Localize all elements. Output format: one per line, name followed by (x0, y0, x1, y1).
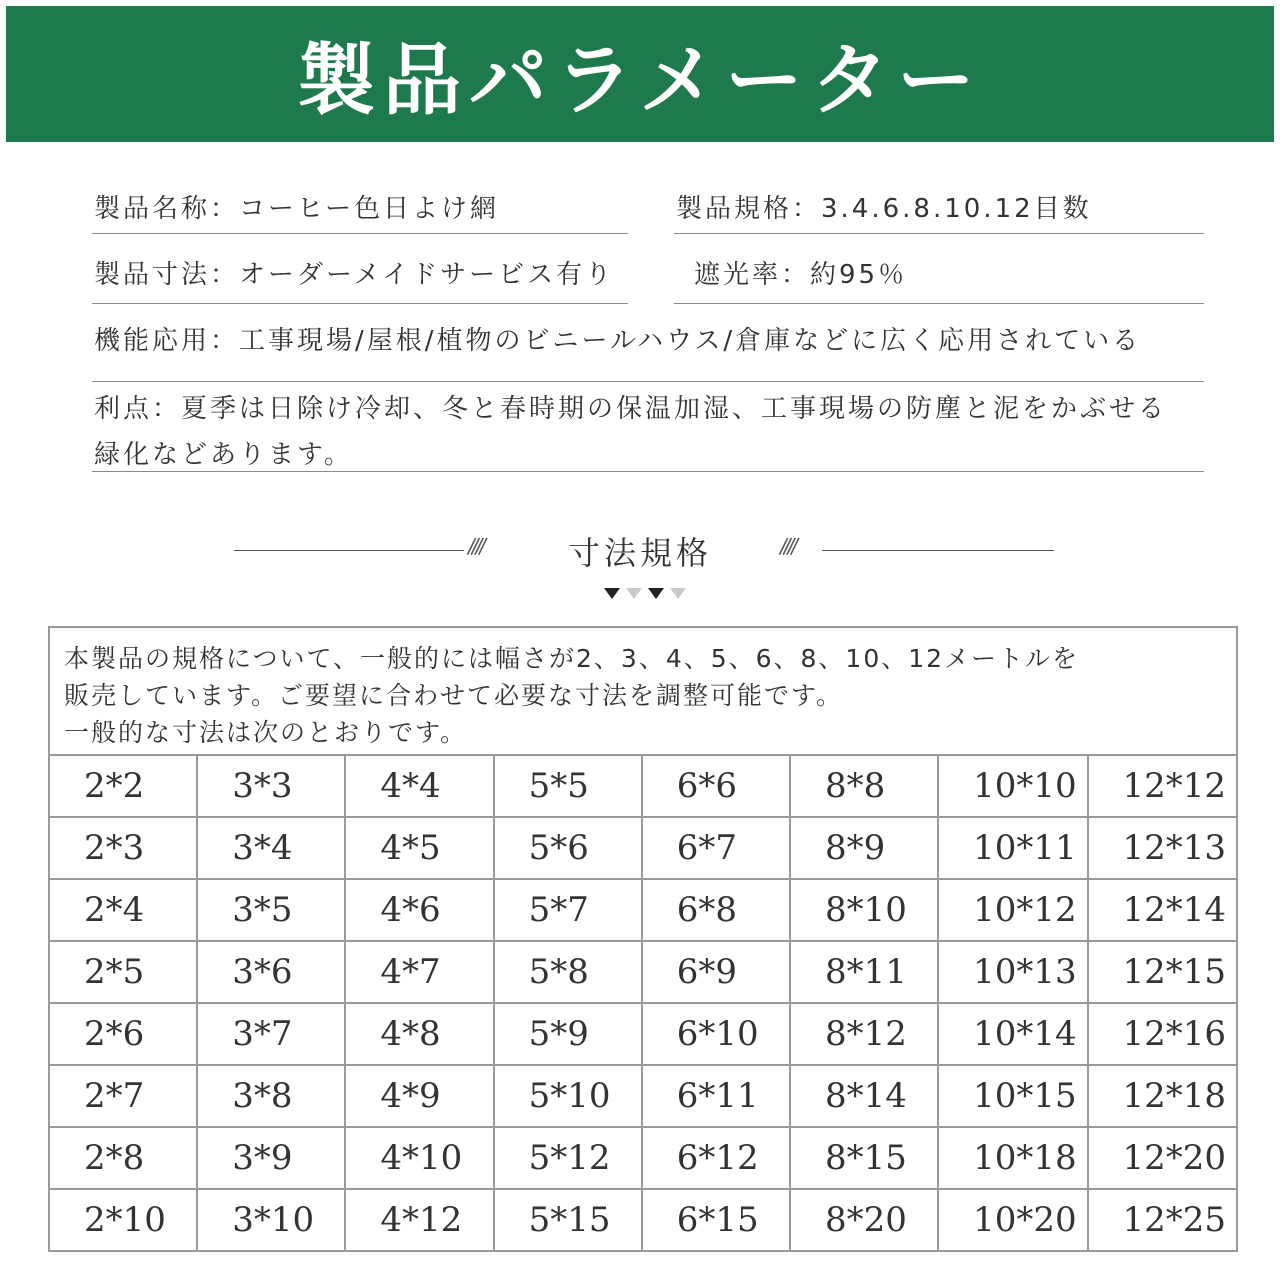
advantage-text (92, 386, 1204, 472)
size-cell: 2*8 (49, 1127, 197, 1189)
size-cell: 5*15 (494, 1189, 642, 1251)
size-cell: 6*12 (642, 1127, 790, 1189)
size-cell: 6*9 (642, 941, 790, 1003)
triangle-down-icon (670, 588, 686, 599)
size-cell: 2*3 (49, 817, 197, 879)
size-cell: 8*10 (790, 879, 938, 941)
size-cell: 8*9 (790, 817, 938, 879)
size-cell: 10*12 (938, 879, 1087, 941)
product-size: 製品寸法：オーダーメイドサービス有り (92, 254, 628, 304)
size-cell: 2*10 (49, 1189, 197, 1251)
triangle-down-icon (648, 588, 664, 599)
size-cell: 12*25 (1088, 1189, 1237, 1251)
size-cell: 3*6 (197, 941, 345, 1003)
size-cell: 4*8 (345, 1003, 493, 1065)
triangle-markers (604, 588, 690, 602)
size-cell: 5*5 (494, 755, 642, 817)
size-cell: 5*8 (494, 941, 642, 1003)
table-row (49, 817, 1237, 879)
size-cell: 12*12 (1088, 755, 1237, 817)
size-cell: 4*5 (345, 817, 493, 879)
slash-decoration-left: //// (468, 534, 483, 558)
size-cell: 8*15 (790, 1127, 938, 1189)
header-banner (6, 6, 1274, 142)
advantage-line-2: 緑化などあります。 (94, 440, 353, 470)
size-cell: 8*8 (790, 755, 938, 817)
page-title: 製品パラメーター (297, 36, 983, 126)
size-cell: 4*6 (345, 879, 493, 941)
triangle-down-icon (604, 588, 620, 599)
table-row (49, 1189, 1237, 1251)
size-cell: 3*10 (197, 1189, 345, 1251)
table-row (49, 1003, 1237, 1065)
divider-right (822, 550, 1054, 551)
notice-line-1: 本製品の規格について、一般的には幅さが2、3、4、5、6、8、10、12メートルを (64, 644, 1080, 673)
size-cell: 12*16 (1088, 1003, 1237, 1065)
table-row (49, 879, 1237, 941)
size-cell: 10*15 (938, 1065, 1087, 1127)
size-cell: 4*7 (345, 941, 493, 1003)
function-line: 機能応用：工事現場/屋根/植物のビニールハウス/倉庫などに広く応用されている (92, 320, 1204, 382)
product-name: 製品名称：コーヒー色日よけ網 (92, 188, 628, 234)
size-notice (48, 626, 1238, 754)
size-cell: 12*14 (1088, 879, 1237, 941)
size-cell: 5*9 (494, 1003, 642, 1065)
size-cell: 6*15 (642, 1189, 790, 1251)
size-cell: 6*11 (642, 1065, 790, 1127)
size-cell: 4*9 (345, 1065, 493, 1127)
size-cell: 3*5 (197, 879, 345, 941)
size-cell: 5*10 (494, 1065, 642, 1127)
size-cell: 12*13 (1088, 817, 1237, 879)
size-cell: 10*18 (938, 1127, 1087, 1189)
size-cell: 3*3 (197, 755, 345, 817)
size-cell: 12*18 (1088, 1065, 1237, 1127)
size-cell: 10*10 (938, 755, 1087, 817)
size-cell: 6*7 (642, 817, 790, 879)
size-cell: 8*11 (790, 941, 938, 1003)
size-cell: 12*20 (1088, 1127, 1237, 1189)
size-cell: 6*8 (642, 879, 790, 941)
size-cell: 8*14 (790, 1065, 938, 1127)
triangle-down-icon (626, 588, 642, 599)
notice-line-3: 一般的な寸法は次のとおりです。 (64, 718, 468, 747)
product-spec: 製品規格：3.4.6.8.10.12目数 (674, 188, 1204, 234)
table-row (49, 1065, 1237, 1127)
size-cell: 4*12 (345, 1189, 493, 1251)
size-cell: 5*12 (494, 1127, 642, 1189)
size-cell: 4*10 (345, 1127, 493, 1189)
size-cell: 3*8 (197, 1065, 345, 1127)
size-cell: 2*7 (49, 1065, 197, 1127)
size-cell: 10*20 (938, 1189, 1087, 1251)
size-cell: 8*12 (790, 1003, 938, 1065)
table-row (49, 755, 1237, 817)
size-cell: 3*7 (197, 1003, 345, 1065)
size-cell: 3*9 (197, 1127, 345, 1189)
size-cell: 8*20 (790, 1189, 938, 1251)
notice-line-2: 販売しています。ご要望に合わせて必要な寸法を調整可能です。 (64, 681, 844, 710)
size-cell: 2*2 (49, 755, 197, 817)
size-cell: 6*6 (642, 755, 790, 817)
size-cell: 10*13 (938, 941, 1087, 1003)
slash-decoration-right: //// (780, 534, 795, 558)
table-row (49, 1127, 1237, 1189)
size-cell: 5*6 (494, 817, 642, 879)
size-section-header (0, 520, 1280, 580)
size-cell: 2*4 (49, 879, 197, 941)
size-cell: 3*4 (197, 817, 345, 879)
size-section-title: 寸法規格 (567, 534, 712, 572)
size-cell: 10*11 (938, 817, 1087, 879)
size-cell: 12*15 (1088, 941, 1237, 1003)
size-cell: 5*7 (494, 879, 642, 941)
size-cell: 4*4 (345, 755, 493, 817)
size-cell: 6*10 (642, 1003, 790, 1065)
table-row (49, 941, 1237, 1003)
size-cell: 10*14 (938, 1003, 1087, 1065)
advantage-line-1: 利点：夏季は日除け冷却、冬と春時期の保温加湿、工事現場の防塵と泥をかぶせる (94, 394, 1168, 424)
size-table (48, 754, 1238, 1252)
size-cell: 2*6 (49, 1003, 197, 1065)
shading-rate: 遮光率：約95％ (674, 254, 1204, 304)
size-cell: 2*5 (49, 941, 197, 1003)
